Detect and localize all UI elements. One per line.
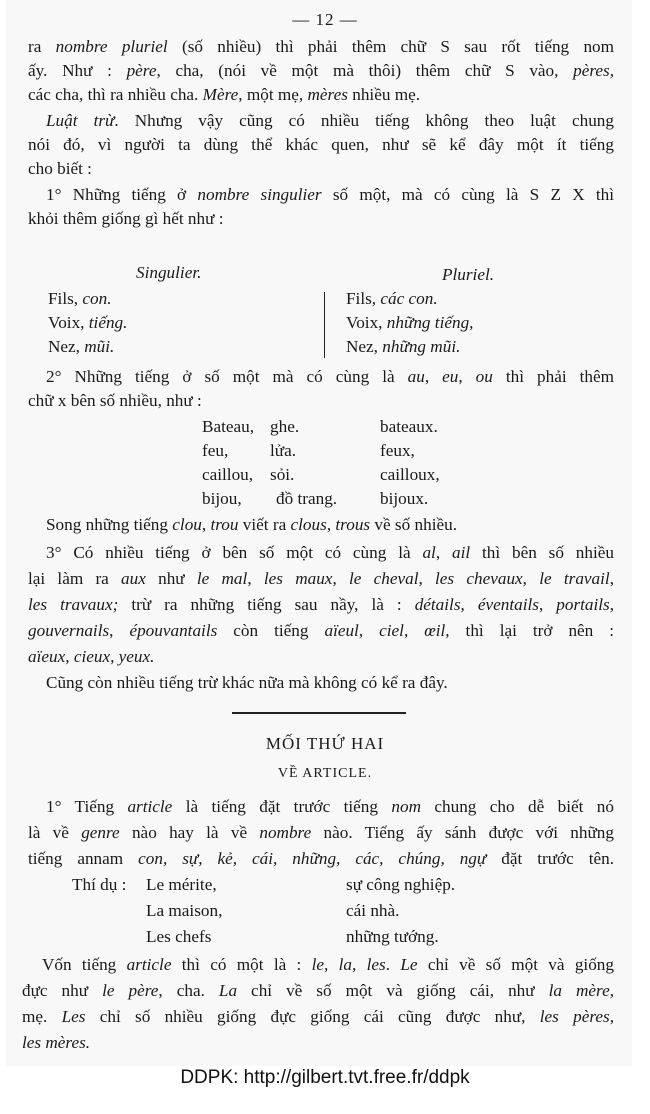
section-title: MỐI THỨ HAI <box>265 734 385 753</box>
page-number: — 12 — <box>292 10 358 29</box>
example-plural: cailloux, <box>380 465 440 484</box>
text-line: 1° Tiếng article là tiếng đặt trước tiếng nom chung cho dễ biết nó <box>46 797 614 816</box>
example-vn: ghe. <box>270 417 300 436</box>
example-vn: sự công nghiệp. <box>346 875 456 894</box>
example-vn: sỏi. <box>270 465 295 484</box>
table-row: Fils, các con. <box>346 289 438 308</box>
example-plural: bateaux. <box>380 417 438 436</box>
table-row: Fils, con. <box>48 289 112 308</box>
section-subtitle: VỀ ARTICLE. <box>277 766 373 781</box>
example-vn: cái nhà. <box>346 901 400 920</box>
text-line: là về genre nào hay là về nombre nào. Tiếng ấy sánh được với những <box>28 823 614 842</box>
text-line: ra nombre pluriel (số nhiều) thì phải thêm chữ S sau rốt tiếng nom <box>28 37 615 56</box>
example-vn: đồ trang. <box>276 489 338 508</box>
text-line: les travaux; trừ ra những tiếng sau nầy, là : détails, éventails, portails, <box>28 595 615 614</box>
table-row: Nez, mũi. <box>48 337 115 356</box>
text-line: nói đó, vì người ta dùng thể khác quen, như sẽ kể đây một ít tiếng <box>28 135 614 154</box>
example-plural: feux, <box>380 441 415 460</box>
text-line: 3° Có nhiều tiếng ở bên số một có cùng là al, ail thì bên số nhiều <box>46 543 614 562</box>
section-divider <box>232 712 406 714</box>
text-line: 2° Những tiếng ở số một mà có cùng là au, eu, ou thì phải thêm <box>46 367 614 386</box>
example-fr: Bateau, <box>202 417 255 436</box>
text-line: tiếng annam con, sự, kẻ, cái, những, các, chúng, ngự đặt trước tên. <box>28 849 615 868</box>
text-line: Song những tiếng clou, trou viết ra clous, trous về số nhiều. <box>46 515 457 534</box>
example-plural: bijoux. <box>380 489 429 508</box>
text-line: mẹ. Les chỉ số nhiều giống đực giống cái cũng được như, les pères, <box>22 1007 614 1026</box>
text-line: đực như le père, cha. La chỉ về số một và giống cái, như la mère, <box>22 981 615 1000</box>
text-line: cho biết : <box>28 159 92 178</box>
column-divider <box>324 292 325 358</box>
text-line: ấy. Như : père, cha, (nói về một mà thôi) thêm chữ S vào, pères, <box>28 61 614 80</box>
text-line: các cha, thì ra nhiều cha. Mère, một mẹ, mères nhiều mẹ. <box>28 85 421 104</box>
table-row: Voix, những tiếng, <box>346 313 474 332</box>
example-vn: những tướng. <box>346 927 439 946</box>
text-line: Cũng còn nhiều tiếng trừ khác nữa mà không có kể ra đây. <box>46 673 448 692</box>
example-label: Thí dụ : <box>72 875 127 894</box>
text-line: aïeux, cieux, yeux. <box>28 647 155 666</box>
example-fr: bijou, <box>202 489 242 508</box>
example-fr: Les chefs <box>146 927 212 946</box>
text-line: gouvernails, épouvantails còn tiếng aïeul, ciel, œil, thì lại trở nên : <box>28 621 615 640</box>
table-row: Voix, tiếng. <box>48 313 128 332</box>
table-row: Nez, những mũi. <box>346 337 461 356</box>
text-line: Luật trừ. Nhưng vậy cũng có nhiều tiếng không theo luật chung <box>46 111 614 130</box>
example-fr: Le mérite, <box>146 875 217 894</box>
example-vn: lửa. <box>270 441 297 460</box>
text-line: Vốn tiếng article thì có một là : le, la, les. Le chỉ về số một và giống <box>42 955 614 974</box>
text-line: khỏi thêm giống gì hết như : <box>28 209 224 228</box>
source-footer: DDPK: http://gilbert.tvt.free.fr/ddpk <box>180 1067 470 1088</box>
example-fr: feu, <box>202 441 229 460</box>
text-line: les mères. <box>22 1033 91 1052</box>
example-fr: La maison, <box>146 901 223 920</box>
example-fr: caillou, <box>202 465 254 484</box>
col-header-pluriel: Pluriel. <box>442 265 495 284</box>
text-line: 1° Những tiếng ở nombre singulier số một, mà có cùng là S Z X thì <box>46 185 614 204</box>
text-line: chữ x bên số nhiều, như : <box>28 391 202 410</box>
text-line: lại làm ra aux như le mal, les maux, le cheval, les chevaux, le travail, <box>28 569 614 588</box>
col-header-singulier: Singulier. <box>136 263 202 282</box>
